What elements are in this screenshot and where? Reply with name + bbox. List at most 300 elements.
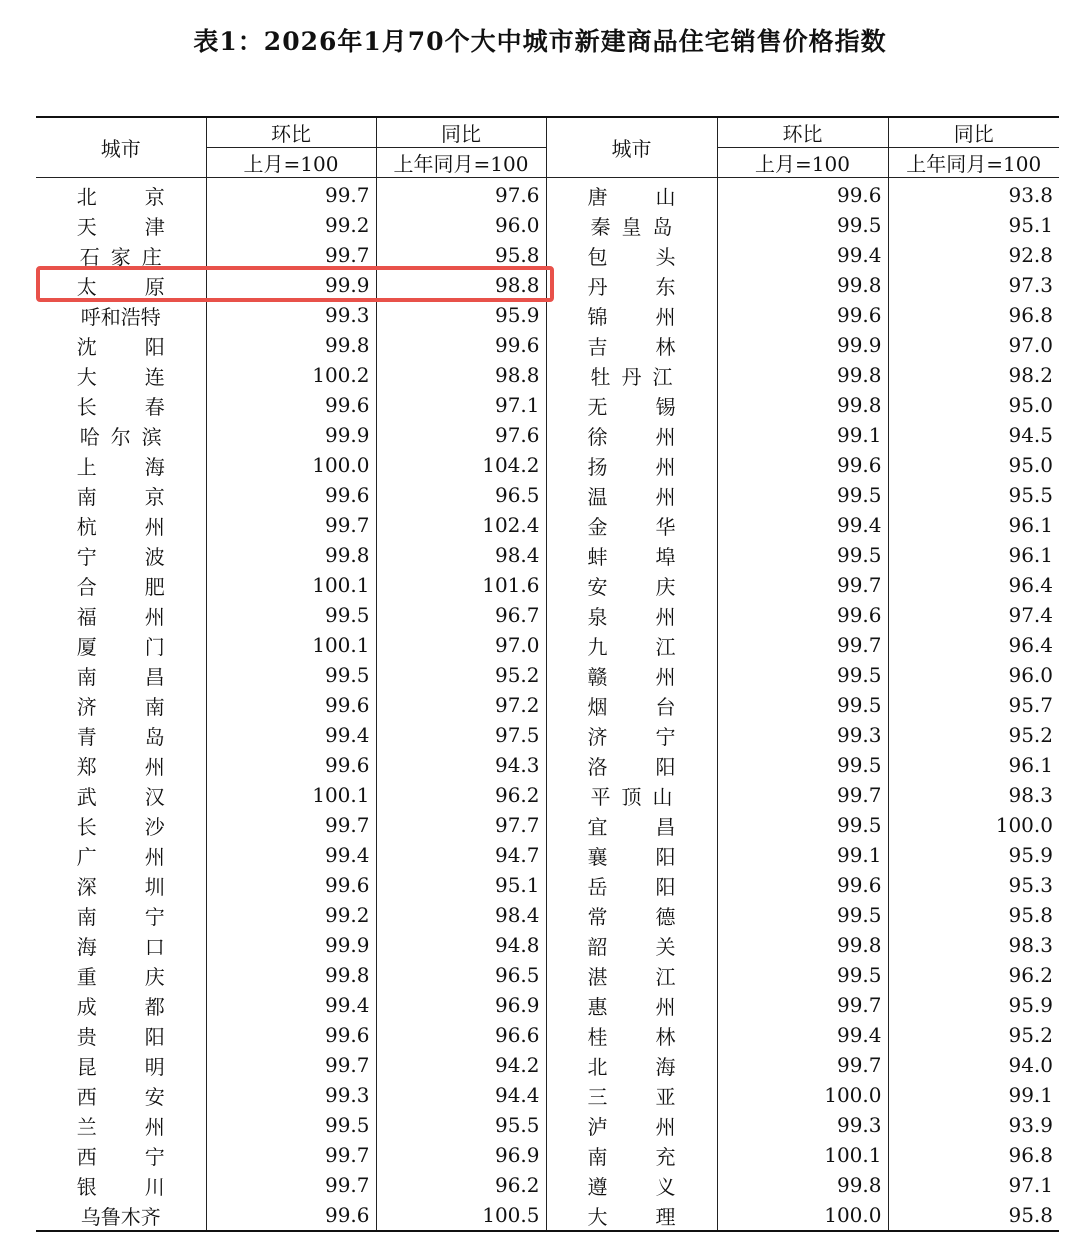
city-name: 九江 [587,634,724,659]
city-cell [36,660,213,690]
header-mom-base-right: 上月=100 [717,148,888,178]
city-name: 昆明 [76,1054,213,1079]
mom-value: 100.0 [717,1200,888,1231]
city-name: 洛阳 [587,754,724,779]
mom-value: 99.4 [206,840,376,870]
yoy-value: 93.9 [888,1110,1059,1140]
city-cell [36,1170,213,1200]
city-name: 赣州 [587,664,724,689]
yoy-value: 96.8 [888,1140,1059,1170]
city-name: 兰州 [76,1114,213,1139]
header-mom-left: 环比 [206,117,376,148]
city-name: 广州 [76,844,213,869]
yoy-value: 96.4 [888,570,1059,600]
city-name: 桂林 [587,1024,724,1049]
city-cell [36,1200,206,1231]
city-cell [36,1140,213,1170]
city-cell [546,1020,724,1050]
city-cell [546,930,724,960]
city-name: 襄阳 [587,844,724,869]
city-cell [546,450,724,480]
yoy-value: 100.5 [376,1200,546,1231]
yoy-value: 95.7 [888,690,1059,720]
yoy-value: 99.6 [376,330,546,360]
table-row [36,840,1059,870]
yoy-value: 93.8 [888,178,1059,211]
city-name: 扬州 [587,454,724,479]
city-cell [36,960,213,990]
city-name: 大理 [587,1204,724,1229]
table-row [36,480,1059,510]
city-cell [36,720,213,750]
yoy-value: 96.5 [376,480,546,510]
yoy-value: 98.4 [376,900,546,930]
yoy-value: 95.2 [376,660,546,690]
mom-value: 99.8 [717,1170,888,1200]
yoy-value: 104.2 [376,450,546,480]
mom-value: 99.7 [206,510,376,540]
city-name: 惠州 [587,994,724,1019]
yoy-value: 94.3 [376,750,546,780]
city-cell [546,420,724,450]
city-name: 金华 [587,514,724,539]
table-row [36,570,1059,600]
city-name: 呼和浩特 [80,304,161,329]
city-cell [546,1200,724,1231]
city-cell [546,630,724,660]
city-cell [36,178,213,211]
city-name: 合肥 [76,574,213,599]
city-name: 上海 [76,454,213,479]
mom-value: 99.7 [717,1050,888,1080]
city-cell [546,330,724,360]
city-cell [546,840,724,870]
mom-value: 99.5 [206,1110,376,1140]
city-name: 厦门 [76,634,213,659]
city-name: 常德 [587,904,724,929]
city-name: 徐州 [587,424,724,449]
mom-value: 99.6 [206,750,376,780]
mom-value: 99.7 [206,178,376,211]
city-name: 包头 [587,244,724,269]
mom-value: 99.6 [717,300,888,330]
header-city-right: 城市 [546,117,717,178]
header-yoy-left: 同比 [376,117,546,148]
city-name: 青岛 [76,724,213,749]
city-cell [546,1110,724,1140]
city-name: 乌鲁木齐 [80,1204,161,1229]
city-cell [546,300,724,330]
table-row [36,330,1059,360]
mom-value: 100.1 [206,570,376,600]
mom-value: 99.4 [206,720,376,750]
city-name: 安庆 [587,574,724,599]
price-index-table [36,116,1059,1232]
city-name: 长沙 [76,814,213,839]
mom-value: 99.5 [717,750,888,780]
table-header [36,117,1059,178]
mom-value: 99.7 [206,1140,376,1170]
city-name: 秦皇岛 [590,214,684,239]
yoy-value: 97.0 [888,330,1059,360]
yoy-value: 99.1 [888,1080,1059,1110]
yoy-value: 96.4 [888,630,1059,660]
yoy-value: 97.4 [888,600,1059,630]
city-cell [36,480,213,510]
city-cell [546,960,724,990]
mom-value: 99.3 [206,300,376,330]
city-name: 遵义 [587,1174,724,1199]
yoy-value: 97.2 [376,690,546,720]
mom-value: 99.5 [717,810,888,840]
city-cell [36,630,213,660]
city-cell [36,930,213,960]
mom-value: 99.9 [717,330,888,360]
mom-value: 99.5 [717,540,888,570]
mom-value: 99.5 [717,690,888,720]
mom-value: 100.0 [717,1080,888,1110]
mom-value: 99.6 [206,480,376,510]
yoy-value: 98.8 [376,270,546,300]
mom-value: 100.2 [206,360,376,390]
table-row [36,1140,1059,1170]
table-row [36,780,1059,810]
city-cell [36,450,213,480]
city-cell [546,750,724,780]
mom-value: 99.8 [717,360,888,390]
city-name: 锦州 [587,304,724,329]
table-row [36,360,1059,390]
table-row [36,870,1059,900]
yoy-value: 94.8 [376,930,546,960]
table-row [36,810,1059,840]
mom-value: 99.6 [206,1020,376,1050]
city-name: 泉州 [587,604,724,629]
city-name: 郑州 [76,754,213,779]
yoy-value: 97.7 [376,810,546,840]
mom-value: 99.8 [206,330,376,360]
city-name: 贵阳 [76,1024,213,1049]
mom-value: 99.5 [717,210,888,240]
city-name: 济南 [76,694,213,719]
mom-value: 99.6 [206,690,376,720]
header-yoy-base-right: 上年同月=100 [888,148,1059,178]
table-row [36,1170,1059,1200]
mom-value: 100.0 [206,450,376,480]
table-row [36,390,1059,420]
yoy-value: 95.0 [888,390,1059,420]
yoy-value: 98.3 [888,780,1059,810]
city-name: 海口 [76,934,213,959]
yoy-value: 97.0 [376,630,546,660]
mom-value: 99.9 [206,270,376,300]
city-cell [546,810,724,840]
mom-value: 99.9 [206,930,376,960]
yoy-value: 94.0 [888,1050,1059,1080]
table-row [36,1020,1059,1050]
yoy-value: 96.8 [888,300,1059,330]
mom-value: 99.6 [717,450,888,480]
mom-value: 99.8 [206,540,376,570]
mom-value: 99.5 [717,900,888,930]
city-cell [36,240,206,270]
city-cell [546,690,724,720]
mom-value: 99.7 [206,1050,376,1080]
yoy-value: 95.0 [888,450,1059,480]
yoy-value: 95.1 [888,210,1059,240]
mom-value: 99.7 [206,1170,376,1200]
mom-value: 99.5 [717,960,888,990]
mom-value: 99.2 [206,210,376,240]
table-row [36,1200,1059,1231]
yoy-value: 96.0 [376,210,546,240]
yoy-value: 97.1 [888,1170,1059,1200]
city-cell [546,480,724,510]
city-name: 南充 [587,1144,724,1169]
mom-value: 99.3 [717,720,888,750]
city-name: 杭州 [76,514,213,539]
city-cell [546,1050,724,1080]
table-row [36,1080,1059,1110]
city-cell [36,360,213,390]
mom-value: 99.3 [206,1080,376,1110]
yoy-value: 96.2 [376,780,546,810]
city-cell [546,390,724,420]
city-cell [36,540,213,570]
city-cell [546,540,724,570]
city-cell [36,990,213,1020]
city-name: 宁波 [76,544,213,569]
mom-value: 99.4 [206,990,376,1020]
city-cell [546,990,724,1020]
mom-value: 99.6 [717,600,888,630]
yoy-value: 95.9 [888,840,1059,870]
yoy-value: 102.4 [376,510,546,540]
city-cell [546,1140,724,1170]
city-name: 成都 [76,994,213,1019]
mom-value: 99.6 [717,178,888,211]
table-row [36,420,1059,450]
yoy-value: 95.9 [888,990,1059,1020]
city-cell [36,810,213,840]
city-cell [36,750,213,780]
city-name: 烟台 [587,694,724,719]
yoy-value: 97.6 [376,420,546,450]
city-cell [36,1050,213,1080]
city-cell [546,660,724,690]
city-cell [546,510,724,540]
city-name: 三亚 [587,1084,724,1109]
city-cell [546,360,717,390]
table-row [36,1110,1059,1140]
mom-value: 99.6 [206,870,376,900]
city-name: 牡丹江 [590,364,684,389]
mom-value: 99.2 [206,900,376,930]
mom-value: 99.6 [206,1200,376,1231]
city-name: 北海 [587,1054,724,1079]
yoy-value: 96.7 [376,600,546,630]
yoy-value: 96.5 [376,960,546,990]
mom-value: 100.1 [206,630,376,660]
yoy-value: 95.1 [376,870,546,900]
yoy-value: 100.0 [888,810,1059,840]
yoy-value: 96.1 [888,540,1059,570]
mom-value: 99.8 [717,390,888,420]
mom-value: 100.1 [206,780,376,810]
city-name: 沈阳 [76,334,213,359]
yoy-value: 97.6 [376,178,546,211]
mom-value: 99.1 [717,840,888,870]
city-name: 蚌埠 [587,544,724,569]
city-cell [36,420,206,450]
city-cell [36,780,213,810]
mom-value: 99.4 [717,1020,888,1050]
city-name: 哈尔滨 [79,424,173,449]
header-mom-right: 环比 [717,117,888,148]
table-row [36,270,1059,300]
mom-value: 99.4 [717,240,888,270]
mom-value: 99.8 [717,930,888,960]
city-cell [36,840,213,870]
city-cell [36,330,213,360]
city-name: 大连 [76,364,213,389]
mom-value: 99.4 [717,510,888,540]
table-row [36,660,1059,690]
city-cell [36,210,213,240]
mom-value: 99.7 [717,570,888,600]
city-name: 武汉 [76,784,213,809]
city-name: 北京 [76,184,213,209]
city-name: 平顶山 [590,784,684,809]
city-cell [546,1170,724,1200]
mom-value: 99.5 [717,480,888,510]
table-row [36,300,1059,330]
mom-value: 100.1 [717,1140,888,1170]
mom-value: 99.8 [717,270,888,300]
yoy-value: 95.2 [888,720,1059,750]
city-name: 西安 [76,1084,213,1109]
city-cell [36,690,213,720]
city-name: 西宁 [76,1144,213,1169]
city-cell [36,1110,213,1140]
yoy-value: 96.1 [888,750,1059,780]
yoy-value: 95.5 [888,480,1059,510]
yoy-value: 96.2 [376,1170,546,1200]
table-row [36,210,1059,240]
yoy-value: 98.8 [376,360,546,390]
city-cell [36,300,206,330]
city-name: 宜昌 [587,814,724,839]
city-cell [546,870,724,900]
mom-value: 99.7 [717,990,888,1020]
city-name: 唐山 [587,184,724,209]
yoy-value: 97.1 [376,390,546,420]
table-row [36,960,1059,990]
city-name: 天津 [76,214,213,239]
yoy-value: 96.2 [888,960,1059,990]
table-row [36,1050,1059,1080]
mom-value: 99.5 [206,660,376,690]
table-row [36,750,1059,780]
city-cell [36,390,213,420]
yoy-value: 98.4 [376,540,546,570]
city-name: 韶关 [587,934,724,959]
city-name: 深圳 [76,874,213,899]
city-cell [546,178,724,211]
table-row [36,240,1059,270]
city-name: 南昌 [76,664,213,689]
yoy-value: 96.6 [376,1020,546,1050]
mom-value: 99.5 [206,600,376,630]
table-row [36,540,1059,570]
city-cell [546,600,724,630]
mom-value: 99.6 [206,390,376,420]
table-row [36,720,1059,750]
city-cell [36,270,213,300]
mom-value: 99.7 [206,240,376,270]
header-mom-base-left: 上月=100 [206,148,376,178]
city-cell [36,900,213,930]
table-row [36,630,1059,660]
city-name: 丹东 [587,274,724,299]
city-name: 无锡 [587,394,724,419]
city-cell [36,870,213,900]
yoy-value: 95.8 [376,240,546,270]
header-city-left: 城市 [36,117,206,178]
yoy-value: 101.6 [376,570,546,600]
city-name: 泸州 [587,1114,724,1139]
city-name: 长春 [76,394,213,419]
yoy-value: 95.5 [376,1110,546,1140]
city-name: 南宁 [76,904,213,929]
city-cell [36,510,213,540]
city-name: 岳阳 [587,874,724,899]
mom-value: 99.7 [717,630,888,660]
yoy-value: 96.9 [376,990,546,1020]
yoy-value: 95.2 [888,1020,1059,1050]
city-cell [36,1020,213,1050]
city-cell [36,1080,213,1110]
city-cell [546,570,724,600]
table-row [36,900,1059,930]
city-cell [36,570,213,600]
city-name: 南京 [76,484,213,509]
yoy-value: 98.3 [888,930,1059,960]
table-row [36,600,1059,630]
mom-value: 99.7 [206,810,376,840]
table-row [36,178,1059,211]
city-cell [546,780,717,810]
header-yoy-right: 同比 [888,117,1059,148]
yoy-value: 96.9 [376,1140,546,1170]
city-name: 吉林 [587,334,724,359]
city-name: 重庆 [76,964,213,989]
city-cell [546,240,724,270]
yoy-value: 95.9 [376,300,546,330]
table-body [36,178,1059,1232]
city-name: 济宁 [587,724,724,749]
yoy-value: 95.8 [888,900,1059,930]
mom-value: 99.9 [206,420,376,450]
table-row [36,690,1059,720]
yoy-value: 96.1 [888,510,1059,540]
table-row [36,450,1059,480]
header-yoy-base-left: 上年同月=100 [376,148,546,178]
city-name: 福州 [76,604,213,629]
city-cell [546,900,724,930]
city-cell [546,270,724,300]
yoy-value: 97.5 [376,720,546,750]
